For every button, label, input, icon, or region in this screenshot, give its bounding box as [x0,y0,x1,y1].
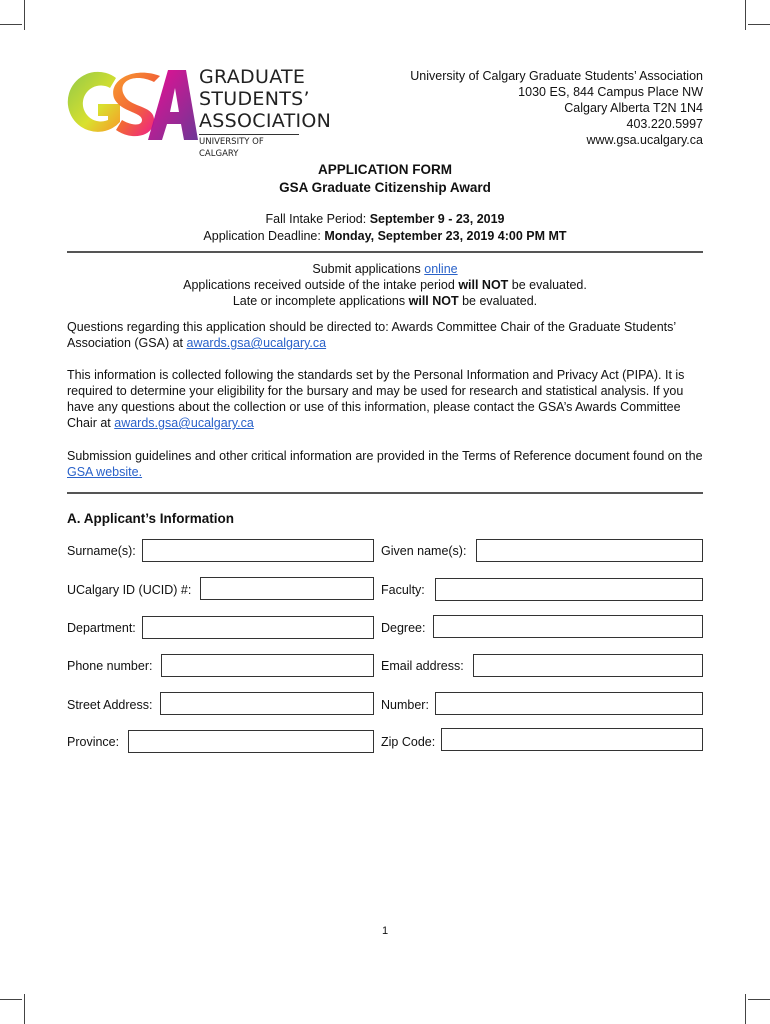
crop-mark [24,994,25,1024]
intake-period-label: Fall Intake Period: [265,212,370,226]
given-name-input[interactable] [476,539,703,562]
email-input[interactable] [473,654,703,677]
province-input[interactable] [128,730,374,753]
crop-mark [0,24,22,25]
section-a-heading: A. Applicant’s Information [67,511,235,526]
privacy-paragraph [67,367,707,431]
late-warning-bold: will NOT [408,294,459,308]
logo-line-1: GRADUATE [199,66,306,88]
address-city: Calgary Alberta T2N 1N4 [564,101,703,115]
gsa-website-link[interactable]: GSA website. [67,465,143,479]
crop-mark [748,24,770,25]
deadline-label: Application Deadline: [203,229,325,243]
submit-text: Submit applications [312,262,425,276]
surname-label: Surname(s): [67,544,136,558]
phone-input[interactable] [161,654,374,677]
degree-label: Degree: [381,621,426,635]
guidelines-paragraph [67,448,707,480]
crop-mark [745,994,746,1024]
privacy-text: This information is collected following the standards set by the Personal Information and Privacy Act (PIPA). It is required to determine your eligibility for the bursary and may be used for research and statistical analysis. If you have any questions about the collection or use of this information, please contact the GSA’s Awards Committee Chair at [67,368,685,430]
guidelines-text: Submission guidelines and other critical information are provided in the Terms of Reference document found on the [67,449,703,463]
province-label: Province: [67,735,120,749]
crop-mark [0,999,22,1000]
ucid-input[interactable] [200,577,374,600]
street-address-input[interactable] [160,692,374,715]
intake-warning-bold: will NOT [458,278,509,292]
crop-mark [748,999,770,1000]
address-phone: 403.220.5997 [626,117,703,131]
phone-label: Phone number: [67,659,153,673]
faculty-input[interactable] [435,578,703,601]
intake-warning [0,278,770,292]
application-deadline [0,229,770,243]
deadline-value: Monday, September 23, 2019 4:00 PM MT [324,229,567,243]
page-number: 1 [381,925,389,937]
address-web: www.gsa.ucalgary.ca [586,133,703,147]
late-warning [0,294,770,308]
questions-email-link[interactable]: awards.gsa@ucalgary.ca [186,336,327,350]
intake-period [0,212,770,226]
intake-warning-text: Applications received outside of the intake period [183,278,459,292]
zip-code-label: Zip Code: [381,735,436,749]
submit-line [0,262,770,276]
email-label: Email address: [381,659,464,673]
intake-period-value: September 9 - 23, 2019 [369,212,505,226]
intake-warning-suffix: be evaluated. [508,278,587,292]
faculty-label: Faculty: [381,583,425,597]
number-label: Number: [381,698,429,712]
surname-input[interactable] [142,539,374,562]
privacy-email-link[interactable]: awards.gsa@ucalgary.ca [114,416,254,430]
crop-mark [24,0,25,30]
logo-text [199,66,331,160]
questions-paragraph [67,319,707,351]
award-title: GSA Graduate Citizenship Award [279,180,491,195]
department-input[interactable] [142,616,374,639]
zip-code-input[interactable] [441,728,703,751]
divider [67,251,703,253]
logo-line-3: ASSOCIATION [199,110,332,132]
degree-input[interactable] [433,615,703,638]
late-warning-text: Late or incomplete applications [232,294,409,308]
number-input[interactable] [435,692,703,715]
form-title: APPLICATION FORM [318,162,452,177]
given-name-label: Given name(s): [381,544,467,558]
address-org: University of Calgary Graduate Students’ Association [410,69,703,83]
logo-line-2: STUDENTS’ [199,88,310,110]
questions-text: Questions regarding this application should be directed to: Awards Committee Chair of the Graduate Students’ Association (GSA) at [67,320,676,350]
address-block [410,68,703,148]
crop-mark [745,0,746,30]
online-link[interactable]: online [424,262,458,276]
logo-line-4: UNIVERSITY OF CALGARY [199,134,299,160]
ucid-label: UCalgary ID (UCID) #: [67,583,192,597]
late-warning-suffix: be evaluated. [458,294,538,308]
department-label: Department: [67,621,136,635]
street-address-label: Street Address: [67,698,153,712]
divider [67,492,703,494]
address-street: 1030 ES, 844 Campus Place NW [518,85,703,99]
